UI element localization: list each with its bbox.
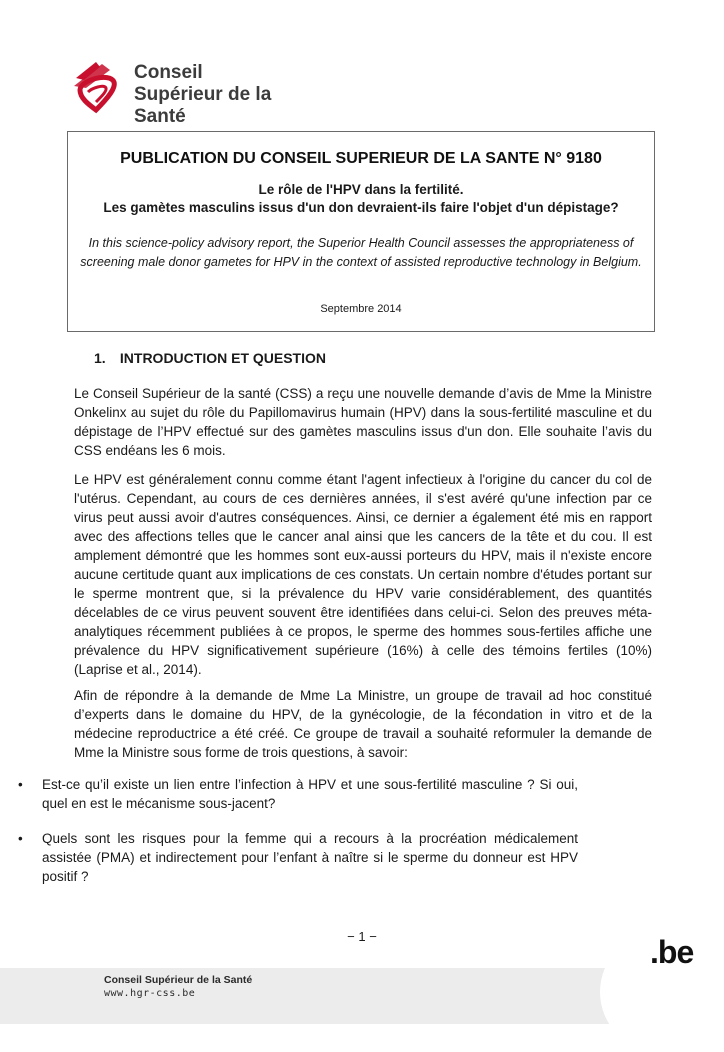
page-number: − 1 − [347, 929, 377, 944]
css-logo [70, 58, 320, 127]
logo-line-1: Conseil [134, 62, 203, 83]
english-abstract: In this science-policy advisory report, the Superior Health Council assesses the appropriateness of screening male donor gametes for HPV in the context of assisted reproductive technology in Belgium. [80, 236, 642, 269]
paragraph-2: Le HPV est généralement connu comme étant l'agent infectieux à l'origine du cancer du col de l'utérus. Cependant, au cours de ces dernières années, il s'est avéré qu'une infection par ce virus peut aussi avoir d'autres conséquences. Ainsi, ce dernier a également été mis en rapport avec des affections telles que le cancer anal ainsi que les cancers de la tête et du cou. Il est amplement démontré que les hommes sont eux-aussi porteurs du HPV, mais il n'existe encore aucune certitude quant aux implications de ces constats. Un certain nombre d'études portant sur le sperme montrent que, si la prévalence du HPV varie considérablement, des quantités décelables de ce virus peuvent souvent être identifiées dans celui-ci. Selon des preuves méta-analytiques récemment publiées à ce propos, le sperme des hommes sous-fertiles affiche une prévalence du HPV significativement supérieure (16%) à celle des témoins fertiles (10%) (Laprise et al., 2014). [74, 472, 652, 677]
section-number: 1. [94, 350, 106, 366]
subtitle-line-2: Les gamètes masculins issus d'un don devraient-ils faire l'objet d'un dépistage? [103, 200, 619, 215]
subtitle-line-1: Le rôle de l'HPV dans la fertilité. [258, 182, 464, 197]
footer-url-link[interactable]: www.hgr-css.be [104, 988, 196, 999]
paragraph-1: Le Conseil Supérieur de la santé (CSS) a reçu une nouvelle demande d’avis de Mme la Ministre Onkelinx au sujet du rôle du Papillomavirus humain (HPV) dans la sous-fertilité masculine et du dépistage de l’HPV effectué sur des gamètes masculins issus d'un don. Elle souhaite l’avis du CSS endéans les 6 mois. [74, 386, 652, 458]
logo-line-2: Supérieur de la Santé [134, 84, 272, 127]
logo-text [134, 62, 320, 128]
css-emblem-icon [70, 58, 120, 114]
list-item-text: Quels sont les risques pour la femme qui a recours à la procréation médicalement assistée (PMA) et indirectement pour l’enfant à naître si le sperme du donneur est HPV positif ? [42, 831, 578, 884]
publication-title: PUBLICATION DU CONSEIL SUPERIEUR DE LA SANTE N° 9180 [120, 150, 602, 167]
paragraph-3: Afin de répondre à la demande de Mme La Ministre, un groupe de travail ad hoc constitué d’experts dans le domaine du HPV, de la gynécologie, de la fécondation in vitro et de la médecine reproductrice a été créé. Ce groupe de travail a souhaité reformuler la demande de Mme la Ministre sous forme de trois questions, à savoir: [74, 688, 652, 760]
bullet-icon: • [18, 777, 23, 792]
section-heading [94, 350, 326, 366]
list-item-text: Est-ce qu’il existe un lien entre l’infection à HPV et une sous-fertilité masculine ? Si oui, quel en est le mécanisme sous-jacent? [42, 777, 578, 811]
publication-title-box [67, 131, 655, 332]
publication-date: Septembre 2014 [320, 303, 402, 315]
be-logo: .be [650, 934, 694, 970]
bullet-icon: • [18, 831, 23, 846]
footer-org-name: Conseil Supérieur de la Santé [104, 974, 253, 986]
section-title: INTRODUCTION ET QUESTION [119, 350, 327, 366]
